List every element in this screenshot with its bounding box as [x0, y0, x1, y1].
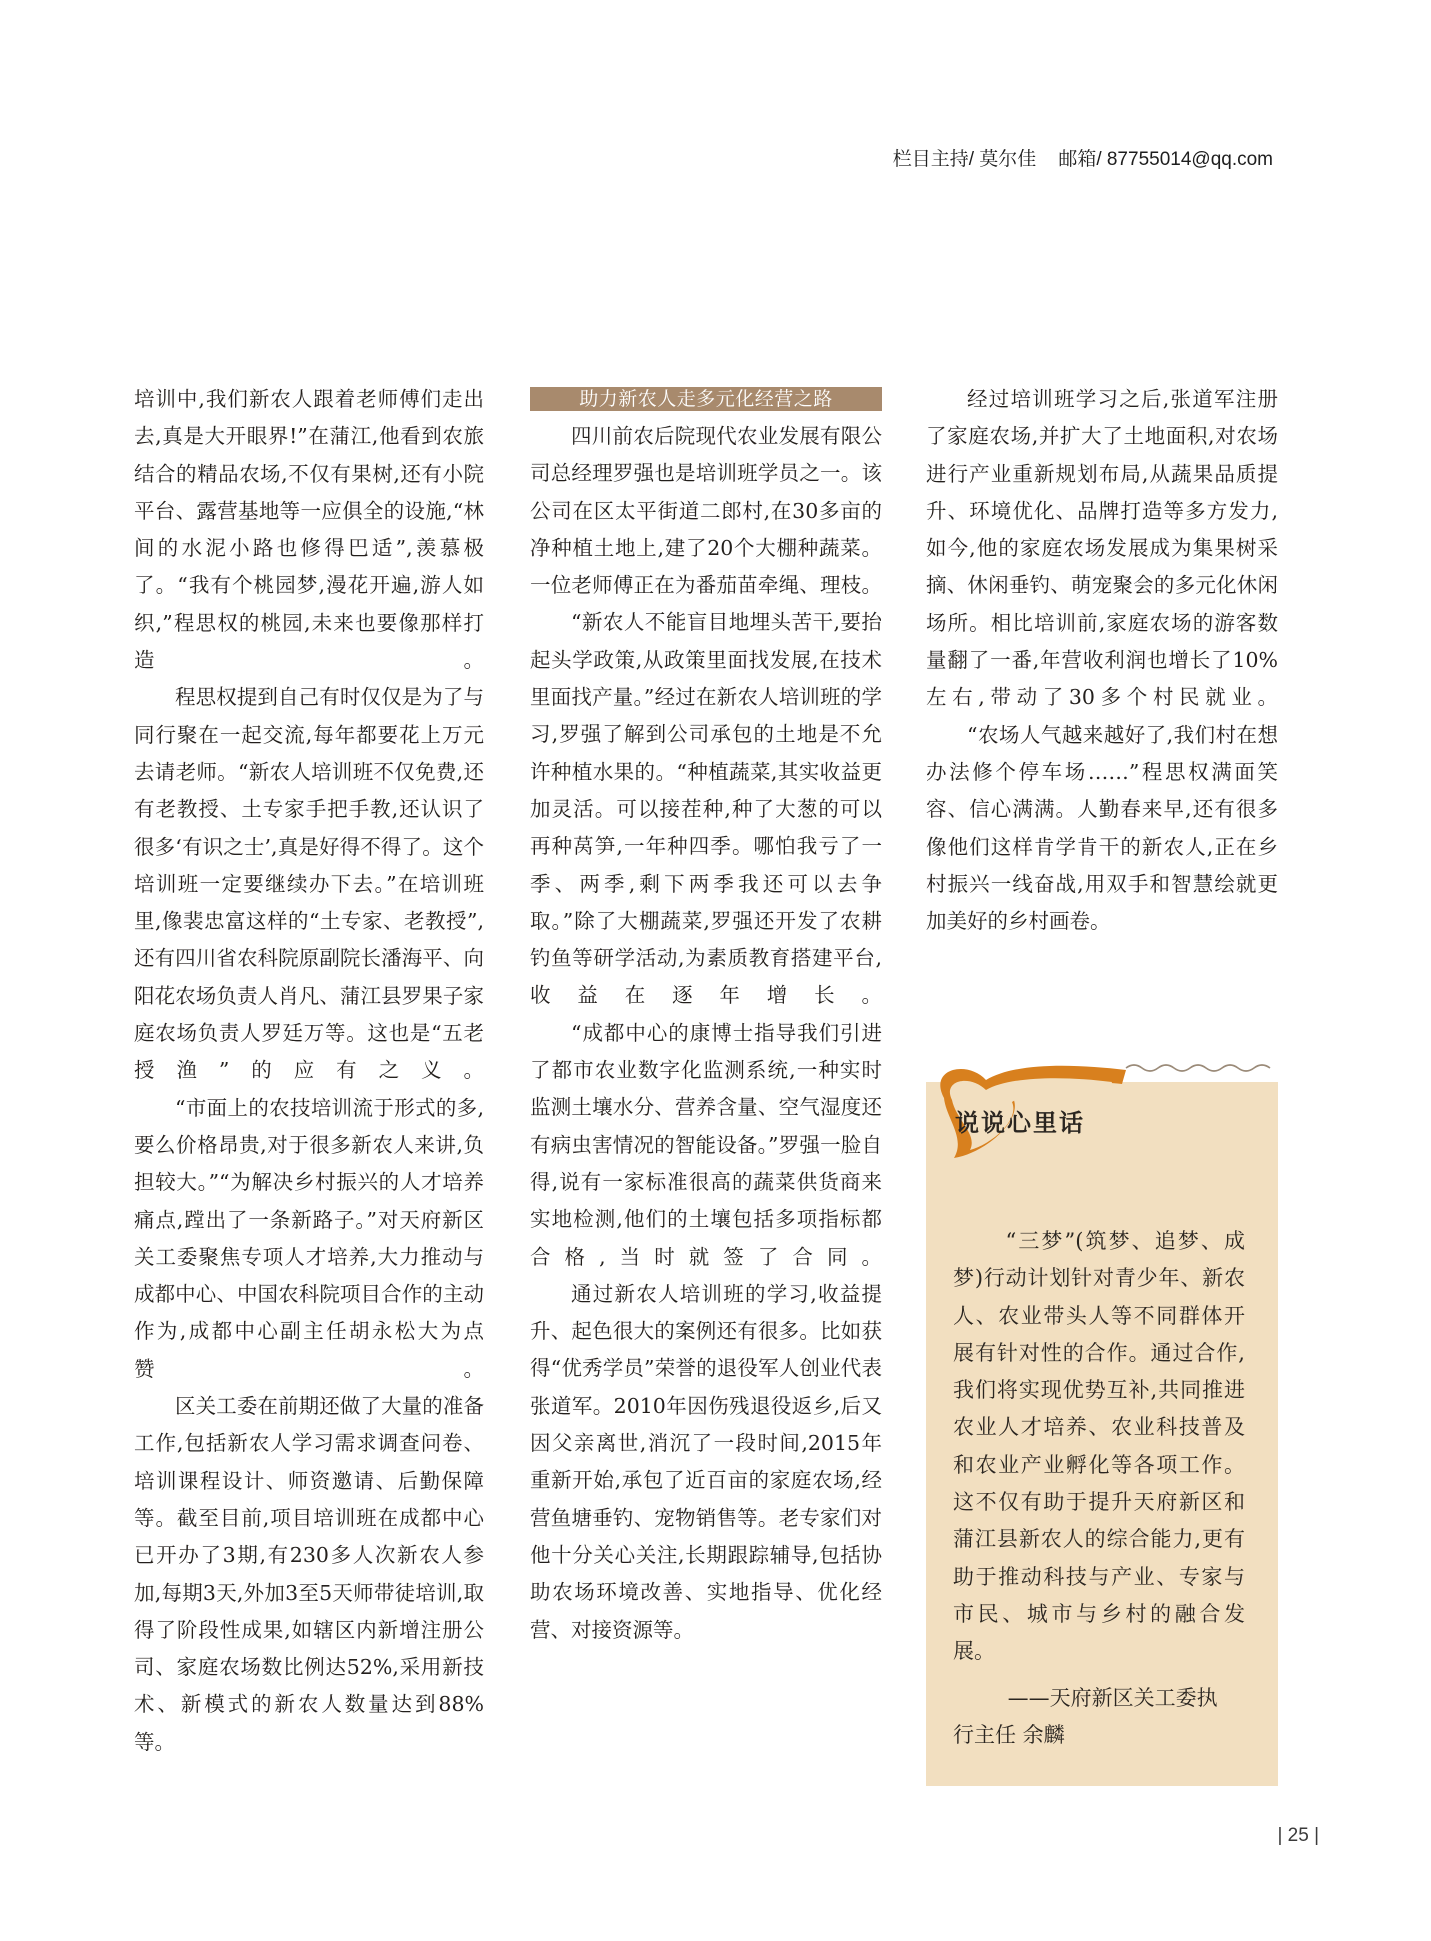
- signature-line: 行主任 余麟: [953, 1723, 1065, 1748]
- page-number: | 25 |: [1277, 1825, 1319, 1846]
- column-email: 邮箱/ 87755014@qq.com: [1058, 149, 1273, 170]
- quote-signature: [953, 1680, 1253, 1755]
- signature-line: ——天府新区关工委执: [1007, 1686, 1218, 1710]
- sidebar-quote: [953, 1223, 1245, 1671]
- quote-text: “三梦”(筑梦、追梦、成梦)行动计划针对青少年、新农人、农业带头人等不同群体开展有针对性的合作。通过合作,我们将实现优势互补,共同推进农业人才培养、农业科技普及和农业产业孵化等各项工作。这不仅有助于提升天府新区和蒲江县新农人的综合能力,更有助于推动科技与产业、专家与市民、城市与乡村的融合发展。: [953, 1229, 1245, 1664]
- paragraph: 区关工委在前期还做了大量的准备工作,包括新农人学习需求调查问卷、培训课程设计、师资邀请、后勤保障等。截至目前,项目培训班在成都中心已开办了3期,有230多人次新农人参加,每期3天,外加3至5天师带徒培训,取得了阶段性成果,如辖区内新增注册公司、家庭农场数比例达52%,采用新技术、新模式的新农人数量达到88%等。: [134, 1394, 484, 1754]
- column-host: 栏目主持/ 莫尔佳: [892, 149, 1037, 170]
- paragraph: 程思权提到自己有时仅仅是为了与同行聚在一起交流,每年都要花上万元去请老师。“新农人培训班不仅免费,还有老教授、土专家手把手教,还认识了很多‘有识之士’,真是好得不得了。这个培训班一定要继续办下去。”在培训班里,像裴忠富这样的“土专家、老教授”,还有四川省农科院原副院长潘海平、向阳花农场负责人肖凡、蒲江县罗果子家庭农场负责人罗廷万等。这也是“五老授渔”的应有之义。: [134, 685, 484, 1083]
- paragraph: 培训中,我们新农人跟着老师傅们走出去,真是大开眼界!”在蒲江,他看到农旅结合的精品农场,不仅有果树,还有小院平台、露营基地等一应俱全的设施,“林间的水泥小路也修得巴适”,羡慕极了。“我有个桃园梦,漫花开遍,游人如织,”程思权的桃园,未来也要像那样打造。: [134, 387, 484, 673]
- paragraph: “市面上的农技培训流于形式的多,要么价格昂贵,对于很多新农人来讲,负担较大。”“为解决乡村振兴的人才培养痛点,蹚出了一条新路子。”对天府新区关工委聚焦专项人才培养,大力推动与成都中心、中国农科院项目合作的主动作为,成都中心副主任胡永松大为点赞。: [134, 1095, 484, 1381]
- paragraph: 经过培训班学习之后,张道军注册了家庭农场,并扩大了土地面积,对农场进行产业重新规划布局,从蔬果品质提升、环境优化、品牌打造等多方发力,如今,他的家庭农场发展成为集果树采摘、休闲垂钓、萌宠聚会的多元化休闲场所。相比培训前,家庭农场的游客数量翻了一番,年营收利润也增长了10%左右,带动了30多个村民就业。: [926, 387, 1278, 710]
- paragraph: “农场人气越来越好了,我们村在想办法修个停车场……”程思权满面笑容、信心满满。人勤春来早,还有很多像他们这样肯学肯干的新农人,正在乡村振兴一线奋战,用双手和智慧绘就更加美好的乡村画卷。: [926, 722, 1278, 934]
- paragraph: “成都中心的康博士指导我们引进了都市农业数字化监测系统,一种实时监测土壤水分、营养含量、空气湿度还有病虫害情况的智能设备。”罗强一脸自得,说有一家标准很高的蔬菜供货商来实地检测,他们的土壤包括多项指标都合格,当时就签了合同。: [530, 1020, 882, 1269]
- article-column-2: [530, 381, 882, 1649]
- paragraph: 通过新农人培训班的学习,收益提升、起色很大的案例还有很多。比如获得“优秀学员”荣誉的退役军人创业代表张道军。2010年因伤残退役返乡,后又因父亲离世,消沉了一段时间,2015年重新开始,承包了近百亩的家庭农场,经营鱼塘垂钓、宠物销售等。老专家们对他十分关心关注,长期跟踪辅导,包括协助农场环境改善、实地指导、优化经营、对接资源等。: [530, 1281, 882, 1642]
- sidebar-title: 说说心里话: [955, 1109, 1085, 1137]
- article-column-1: [134, 381, 484, 1761]
- paragraph: 四川前农后院现代农业发展有限公司总经理罗强也是培训班学员之一。该公司在区太平街道二郎村,在30多亩的净种植土地上,建了20个大棚种蔬菜。一位老师傅正在为番茄苗牵绳、理枝。: [530, 424, 882, 598]
- article-column-3: [926, 381, 1278, 940]
- section-heading: 助力新农人走多元化经营之路: [530, 387, 882, 411]
- paragraph: “新农人不能盲目地埋头苦干,要抬起头学政策,从政策里面找发展,在技术里面找产量。”经过在新农人培训班的学习,罗强了解到公司承包的土地是不允许种植水果的。“种植蔬菜,其实收益更加灵活。可以接茬种,种了大葱的可以再种莴笋,一年种四季。哪怕我亏了一季、两季,剩下两季我还可以去争取。”除了大棚蔬菜,罗强还开发了农耕钓鱼等研学活动,为素质教育搭建平台,收益在逐年增长。: [530, 610, 882, 1008]
- column-header: [893, 144, 1273, 171]
